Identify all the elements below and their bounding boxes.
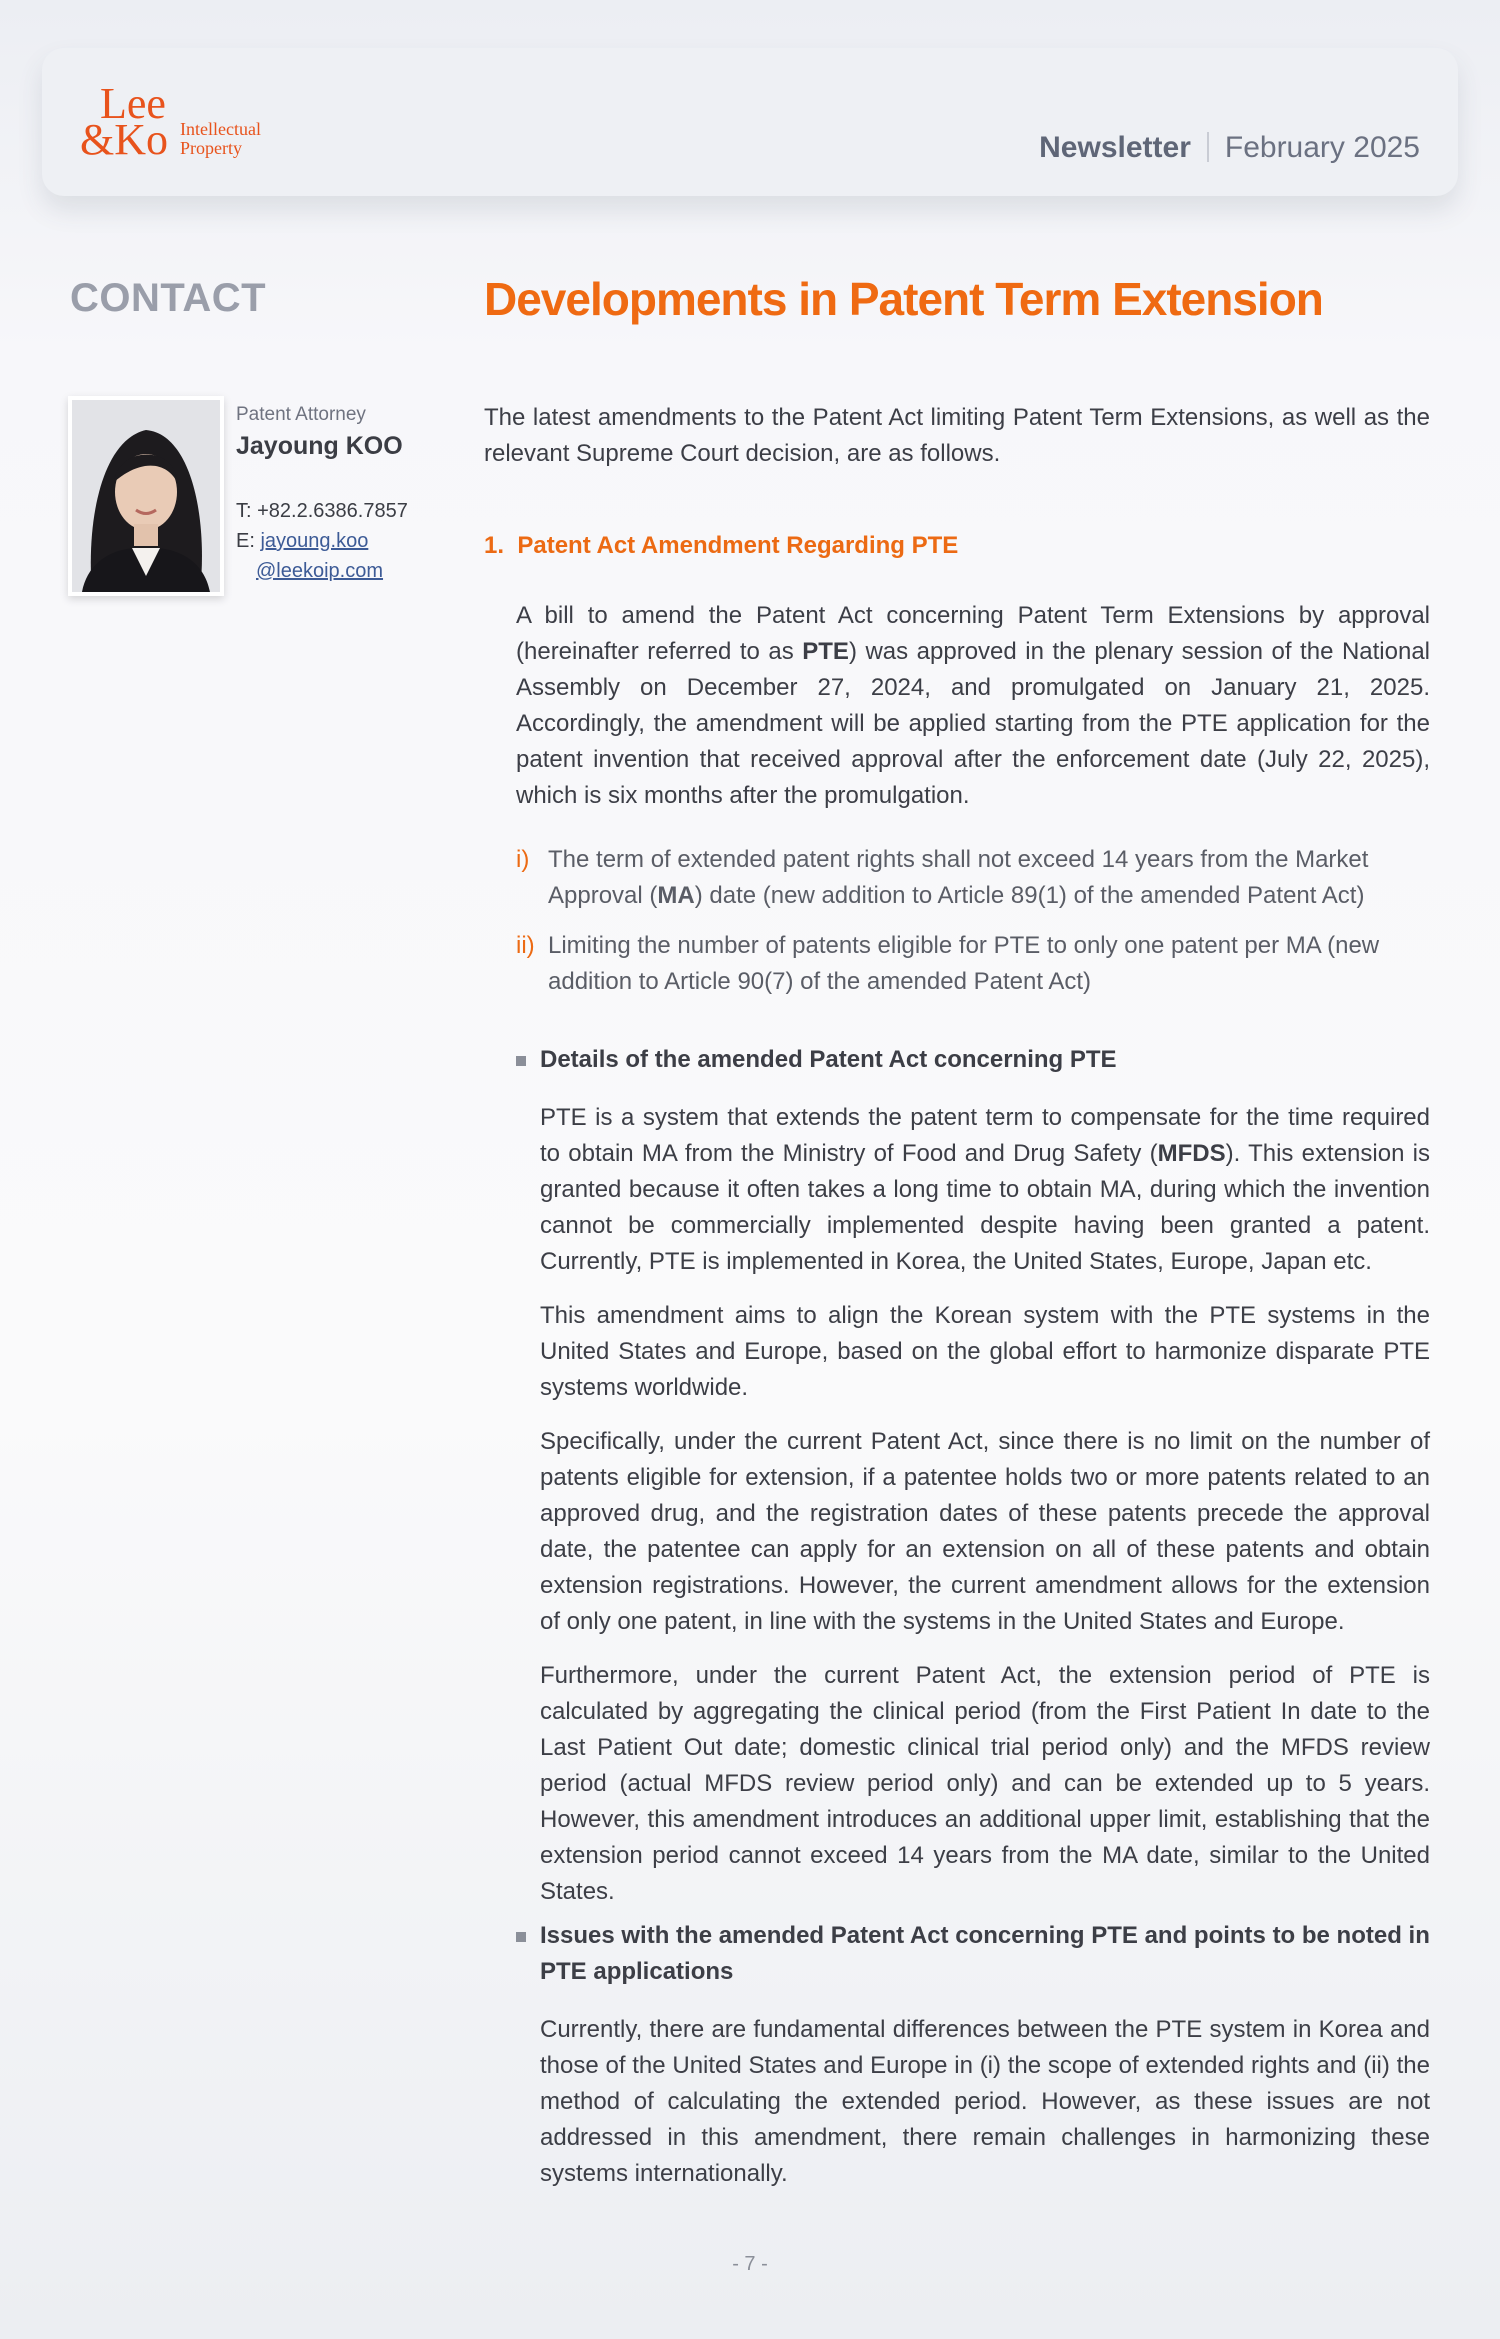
section-title: Patent Act Amendment Regarding PTE — [517, 532, 959, 559]
section-number: 1. — [484, 532, 505, 559]
article-title: Developments in Patent Term Extension — [484, 273, 1323, 325]
contact-email — [236, 530, 368, 553]
paragraph-number-limit: Specifically, under the current Patent Act, since there is no limit on the number of patents eligible for extension, if a patentee holds two or more patents related to an approved drug, and the registration dates of these patents precede the approval date, the patentee can apply for an extension on all of these patents and obtain extension registrations. However, the current amendment allows for the extension of only one patent, in line with the systems in the United States and Europe. — [540, 1428, 1430, 1635]
attorney-photo — [68, 396, 224, 596]
list-item-text: Limiting the number of patents eligible for PTE to only one patent per MA (new addition to Article 90(7) of the amended Patent Act) — [548, 932, 1380, 995]
newsletter-header — [42, 48, 1458, 196]
intro-paragraph: The latest amendments to the Patent Act limiting Patent Term Extensions, as well as the relevant Supreme Court decision, are as follows. — [484, 404, 1430, 467]
square-bullet-icon — [516, 1932, 526, 1942]
section-heading — [484, 532, 958, 560]
logo-line2: &Ko — [80, 115, 168, 164]
contact-name: Jayoung KOO — [236, 432, 403, 460]
email-link-line2[interactable]: @leekoip.com — [256, 560, 384, 582]
list-item-text: The term of extended patent rights shall not exceed 14 years from the Market Approval (MA) date (new addition to Article 89(1) of the amended Patent Act) — [548, 846, 1369, 909]
paragraph-alignment: This amendment aims to align the Korean system with the PTE systems in the United States and Europe, based on the global effort to harmonize disparate PTE systems worldwide. — [540, 1302, 1430, 1401]
subsection-title: Issues with the amended Patent Act concerning PTE and points to be noted in PTE applications — [540, 1922, 1430, 1985]
newsletter-label — [1039, 130, 1420, 166]
email-prefix: E: — [236, 530, 261, 552]
page-number: - 7 - — [732, 2253, 768, 2275]
paragraph-issues: Currently, there are fundamental differences between the PTE system in Korea and those of the United States and Europe in (i) the scope of extended rights and (ii) the method of calculating the extended period. However, as these issues are not addressed in this amendment, there remain challenges in harmonizing these systems internationally. — [540, 2016, 1430, 2187]
newsletter-title: Newsletter — [1039, 131, 1191, 164]
logo-subtitle: Intellectual Property — [180, 119, 261, 158]
paragraph-pte-system: PTE is a system that extends the patent term to compensate for the time required to obtain MA from the Ministry of Food and Drug Safety (MFDS). This extension is granted because it often takes a long time to obtain MA, during which the invention cannot be commercially implemented despite having been granted a patent. Currently, PTE is implemented in Korea, the United States, Europe, Japan etc. — [540, 1104, 1430, 1275]
paragraph-bill: A bill to amend the Patent Act concerning Patent Term Extensions by approval (hereinafter referred to as PTE) was approved in the plenary session of the National Assembly on December 27, 2024, and promulgated on January 21, 2025. Accordingly, the amendment will be applied starting from the PTE application for the patent invention that received approval after the enforcement date (July 22, 2025), which is six months after the promulgation. — [516, 602, 1430, 809]
email-link-line1[interactable]: jayoung.koo — [260, 530, 369, 552]
paragraph-extension-period: Furthermore, under the current Patent Act, the extension period of PTE is calculated by aggregating the clinical period (from the First Patient In date to the Last Patient Out date; domestic clinical trial period only) and the MFDS review period (actual MFDS review period only) and can be extended up to 5 years. However, this amendment introduces an additional upper limit, establishing that the extension period cannot exceed 14 years from the MA date, similar to the United States. — [540, 1662, 1430, 1905]
list-item-number: i) — [516, 846, 530, 873]
contact-role: Patent Attorney — [236, 404, 366, 425]
contact-heading: CONTACT — [70, 276, 267, 320]
lee-ko-logo — [80, 79, 300, 166]
issue-date: February 2025 — [1224, 131, 1420, 164]
list-item-number: ii) — [516, 932, 535, 959]
logo-line1: Lee — [100, 79, 166, 128]
subsection-title: Details of the amended Patent Act concerning PTE — [540, 1046, 1117, 1073]
contact-phone: T: +82.2.6386.7857 — [236, 500, 408, 522]
square-bullet-icon — [516, 1056, 526, 1066]
divider — [1207, 132, 1209, 162]
